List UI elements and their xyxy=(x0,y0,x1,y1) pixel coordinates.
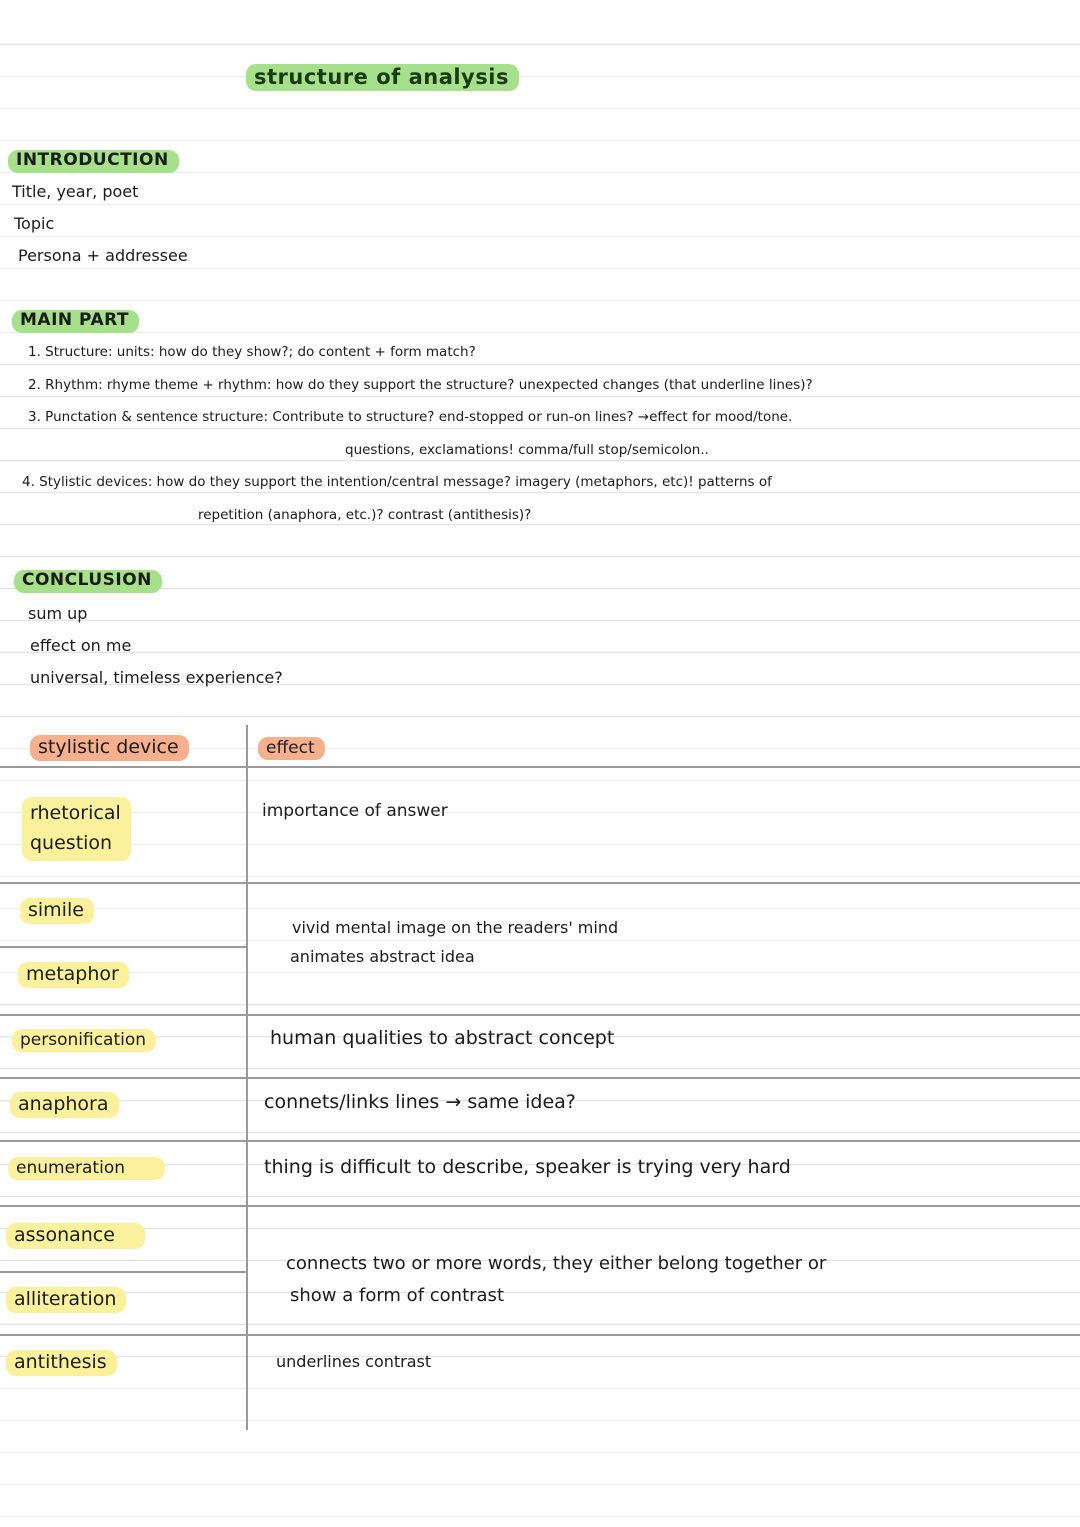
conclusion-item: universal, timeless experience? xyxy=(30,668,283,687)
effect-text: show a form of contrast xyxy=(290,1285,504,1306)
effect-text: importance of answer xyxy=(262,801,448,821)
table-row-rule xyxy=(0,946,246,948)
device-simile: simile xyxy=(20,898,94,924)
main-part-line: 1. Structure: units: how do they show?; do content + form match? xyxy=(28,344,476,360)
device-metaphor: metaphor xyxy=(18,962,129,988)
main-part-line: 4. Stylistic devices: how do they support the intention/central message? imagery (metaphors, etc)! patterns of xyxy=(22,474,772,490)
effect-text: human qualities to abstract concept xyxy=(270,1027,615,1049)
effect-text: connets/links lines → same idea? xyxy=(264,1091,576,1113)
device-enumeration: enumeration xyxy=(8,1157,165,1180)
table-row-rule xyxy=(0,882,1080,884)
introduction-heading: INTRODUCTION xyxy=(8,150,179,173)
introduction-item: Title, year, poet xyxy=(12,182,139,201)
device-label: rhetorical xyxy=(30,802,121,824)
conclusion-heading: CONCLUSION xyxy=(14,570,162,593)
device-rhetorical-question xyxy=(22,797,131,861)
main-part-line: questions, exclamations! comma/full stop/semicolon.. xyxy=(345,442,709,458)
effect-text: animates abstract idea xyxy=(290,947,475,966)
device-anaphora: anaphora xyxy=(10,1092,119,1118)
table-row-rule xyxy=(0,1140,1080,1142)
main-part-line: 2. Rhythm: rhyme theme + rhythm: how do they support the structure? unexpected changes (that underline lines)? xyxy=(28,377,813,393)
device-label: question xyxy=(30,832,113,855)
table-row-rule xyxy=(0,1271,246,1273)
table-row-rule xyxy=(0,1014,1080,1016)
page-title: structure of analysis xyxy=(246,64,519,91)
device-alliteration: alliteration xyxy=(6,1287,126,1313)
conclusion-item: sum up xyxy=(28,604,88,623)
device-antithesis: antithesis xyxy=(6,1350,117,1376)
effect-text: vivid mental image on the readers' mind xyxy=(292,918,619,937)
table-header-rule xyxy=(0,766,1080,768)
introduction-item: Persona + addressee xyxy=(18,246,188,265)
table-row-rule xyxy=(0,1205,1080,1207)
main-part-heading: MAIN PART xyxy=(12,310,139,333)
introduction-item: Topic xyxy=(14,214,55,233)
effect-text: connects two or more words, they either belong together or xyxy=(286,1253,827,1274)
table-row-rule xyxy=(0,1334,1080,1336)
device-personification: personification xyxy=(12,1029,156,1052)
main-part-line: repetition (anaphora, etc.)? contrast (antithesis)? xyxy=(198,507,532,523)
effect-text: thing is difficult to describe, speaker is trying very hard xyxy=(264,1156,791,1178)
conclusion-item: effect on me xyxy=(30,636,132,655)
device-assonance: assonance xyxy=(6,1223,145,1249)
table-row-rule xyxy=(0,1077,1080,1079)
table-header-effect: effect xyxy=(258,737,325,760)
effect-text: underlines contrast xyxy=(276,1352,432,1371)
main-part-line: 3. Punctation & sentence structure: Contribute to structure? end-stopped or run-on lines? →effect for mood/tone. xyxy=(28,409,793,425)
table-header-device: stylistic device xyxy=(30,735,189,761)
